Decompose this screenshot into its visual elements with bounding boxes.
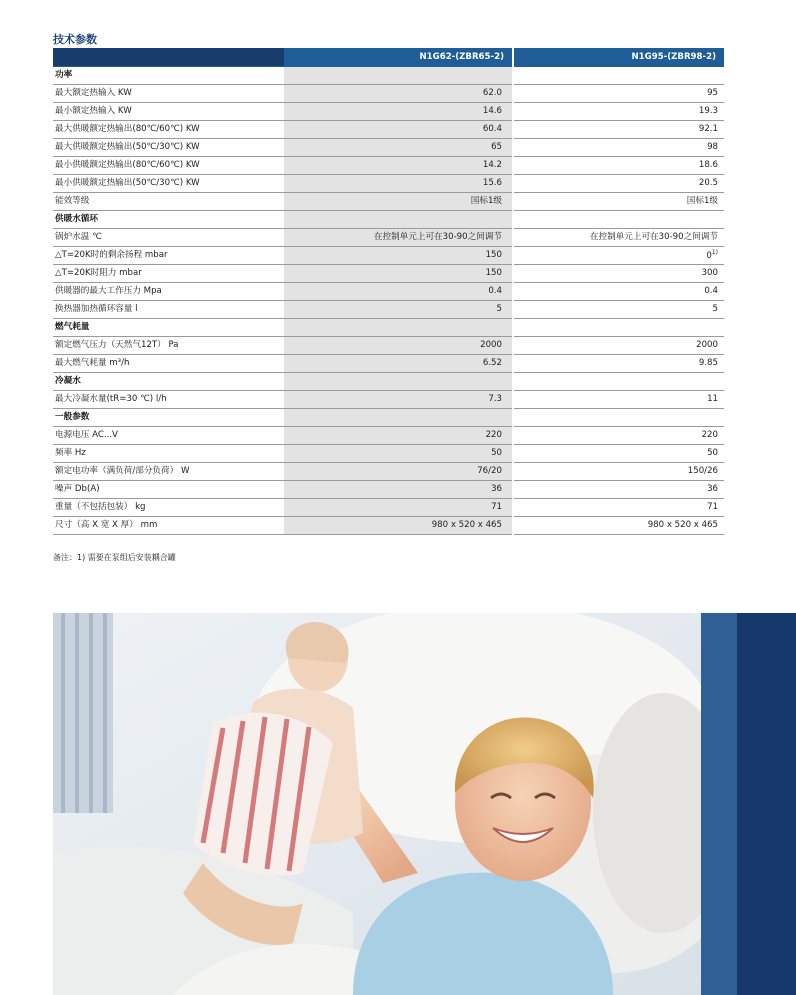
table-row (53, 85, 724, 103)
table-row (53, 463, 724, 481)
section-label: 一般参数 (53, 409, 284, 427)
table-row (53, 157, 724, 175)
value-cell-model-2: 95 (513, 85, 724, 103)
value-cell-model-1: 5 (284, 301, 513, 319)
row-label: 锅炉水温 ℃ (53, 229, 284, 247)
value-cell-model-1: 14.2 (284, 157, 513, 175)
value-cell-model-2: 5 (513, 301, 724, 319)
value-cell-model-1: 980 x 520 x 465 (284, 517, 513, 535)
value-cell-model-2: 国标1级 (513, 193, 724, 211)
value-cell-model-1: 0.4 (284, 283, 513, 301)
row-label: △T=20K时的剩余扬程 mbar (53, 247, 284, 265)
table-row (53, 337, 724, 355)
table-row (53, 481, 724, 499)
blue-band-light (701, 613, 737, 995)
value-cell-model-1: 220 (284, 427, 513, 445)
footnote: 备注：1) 需要在泵组后安装耦合罐 (53, 553, 176, 562)
row-label: 最大额定热输入 KW (53, 85, 284, 103)
table-row (53, 175, 724, 193)
value-cell-model-1: 150 (284, 265, 513, 283)
value-cell-model-2: 2000 (513, 337, 724, 355)
table-row (53, 391, 724, 409)
table-row (53, 265, 724, 283)
row-label: 重量（不包括包装） kg (53, 499, 284, 517)
section-label: 功率 (53, 67, 284, 85)
table-header-row (53, 48, 724, 67)
value-cell-model-2: 92.1 (513, 121, 724, 139)
row-label: 频率 Hz (53, 445, 284, 463)
value-cell-model-1 (284, 319, 513, 337)
row-label: 噪声 Db(A) (53, 481, 284, 499)
value-cell-model-1: 2000 (284, 337, 513, 355)
table-row (53, 247, 724, 265)
table-row (53, 121, 724, 139)
row-label: 最大冷凝水量(tR=30 ℃) l/h (53, 391, 284, 409)
section-label: 冷凝水 (53, 373, 284, 391)
section-row (53, 409, 724, 427)
value-cell-model-1: 62.0 (284, 85, 513, 103)
value-cell-model-2: 220 (513, 427, 724, 445)
table-row (53, 283, 724, 301)
row-label: 最小供暖额定热输出(80℃/60℃) KW (53, 157, 284, 175)
value-cell-model-2: 50 (513, 445, 724, 463)
table-row (53, 103, 724, 121)
value-cell-model-2: 71 (513, 499, 724, 517)
value-cell-model-2: 11 (513, 391, 724, 409)
value-cell-model-1: 71 (284, 499, 513, 517)
value-cell-model-2 (513, 409, 724, 427)
value-cell-model-2: 20.5 (513, 175, 724, 193)
spec-table (53, 48, 724, 535)
section-row (53, 211, 724, 229)
section-label: 燃气耗量 (53, 319, 284, 337)
blue-band-dark (737, 613, 796, 995)
table-row (53, 229, 724, 247)
value-cell-model-1: 50 (284, 445, 513, 463)
row-label: 最大供暖额定热输出(50℃/30℃) KW (53, 139, 284, 157)
row-label: 额定燃气压力（天然气12T） Pa (53, 337, 284, 355)
value-cell-model-2: 150/26 (513, 463, 724, 481)
table-row (53, 193, 724, 211)
value-cell-model-1: 65 (284, 139, 513, 157)
value-cell-model-2: 0.4 (513, 283, 724, 301)
value-cell-model-1: 36 (284, 481, 513, 499)
value-cell-model-2: 9.85 (513, 355, 724, 373)
value-cell-model-2 (513, 319, 724, 337)
row-label: 最小供暖额定热输出(50℃/30℃) KW (53, 175, 284, 193)
value-cell-model-2: 在控制单元上可在30-90之间调节 (513, 229, 724, 247)
table-row (53, 517, 724, 535)
page-title: 技术参数 (53, 33, 97, 46)
value-cell-model-1 (284, 409, 513, 427)
row-label: 最大燃气耗量 m³/h (53, 355, 284, 373)
value-text: 0 (706, 251, 712, 262)
value-cell-model-1: 7.3 (284, 391, 513, 409)
value-cell-model-2 (513, 247, 724, 265)
table-row (53, 445, 724, 463)
child-photo (53, 613, 701, 995)
row-label: 额定电功率（满负荷/部分负荷） W (53, 463, 284, 481)
value-cell-model-1 (284, 67, 513, 85)
value-cell-model-1: 国标1级 (284, 193, 513, 211)
value-cell-model-2: 19.3 (513, 103, 724, 121)
model-header-1: N1G62-(ZBR65-2) (284, 48, 513, 67)
value-cell-model-2 (513, 373, 724, 391)
row-label: 最小额定热输入 KW (53, 103, 284, 121)
value-cell-model-1: 60.4 (284, 121, 513, 139)
section-row (53, 319, 724, 337)
table-row (53, 139, 724, 157)
value-cell-model-1: 14.6 (284, 103, 513, 121)
row-label: 换热器加热循环容量 l (53, 301, 284, 319)
value-cell-model-1 (284, 373, 513, 391)
header-blank-cell (53, 48, 284, 67)
row-label: 最大供暖额定热输出(80℃/60℃) KW (53, 121, 284, 139)
table-row (53, 427, 724, 445)
value-cell-model-2: 980 x 520 x 465 (513, 517, 724, 535)
value-cell-model-2: 36 (513, 481, 724, 499)
value-cell-model-2: 300 (513, 265, 724, 283)
row-label: 电源电压 AC...V (53, 427, 284, 445)
row-label: 尺寸（高 X 宽 X 厚） mm (53, 517, 284, 535)
value-cell-model-1: 在控制单元上可在30-90之间调节 (284, 229, 513, 247)
value-cell-model-2 (513, 67, 724, 85)
table-row (53, 499, 724, 517)
value-cell-model-1: 15.6 (284, 175, 513, 193)
section-row (53, 67, 724, 85)
value-cell-model-1 (284, 211, 513, 229)
row-label: 能效等级 (53, 193, 284, 211)
value-cell-model-1: 6.52 (284, 355, 513, 373)
table-row (53, 301, 724, 319)
model-header-2: N1G95-(ZBR98-2) (513, 48, 724, 67)
row-label: 供暖器的最大工作压力 Mpa (53, 283, 284, 301)
value-cell-model-2: 98 (513, 139, 724, 157)
section-label: 供暖水循环 (53, 211, 284, 229)
spec-table-body (53, 67, 724, 535)
section-row (53, 373, 724, 391)
table-row (53, 355, 724, 373)
value-cell-model-1: 150 (284, 247, 513, 265)
row-label: △T=20K时阻力 mbar (53, 265, 284, 283)
value-cell-model-1: 76/20 (284, 463, 513, 481)
value-cell-model-2: 18.6 (513, 157, 724, 175)
footnote-marker: 1) (711, 249, 718, 257)
value-cell-model-2 (513, 211, 724, 229)
